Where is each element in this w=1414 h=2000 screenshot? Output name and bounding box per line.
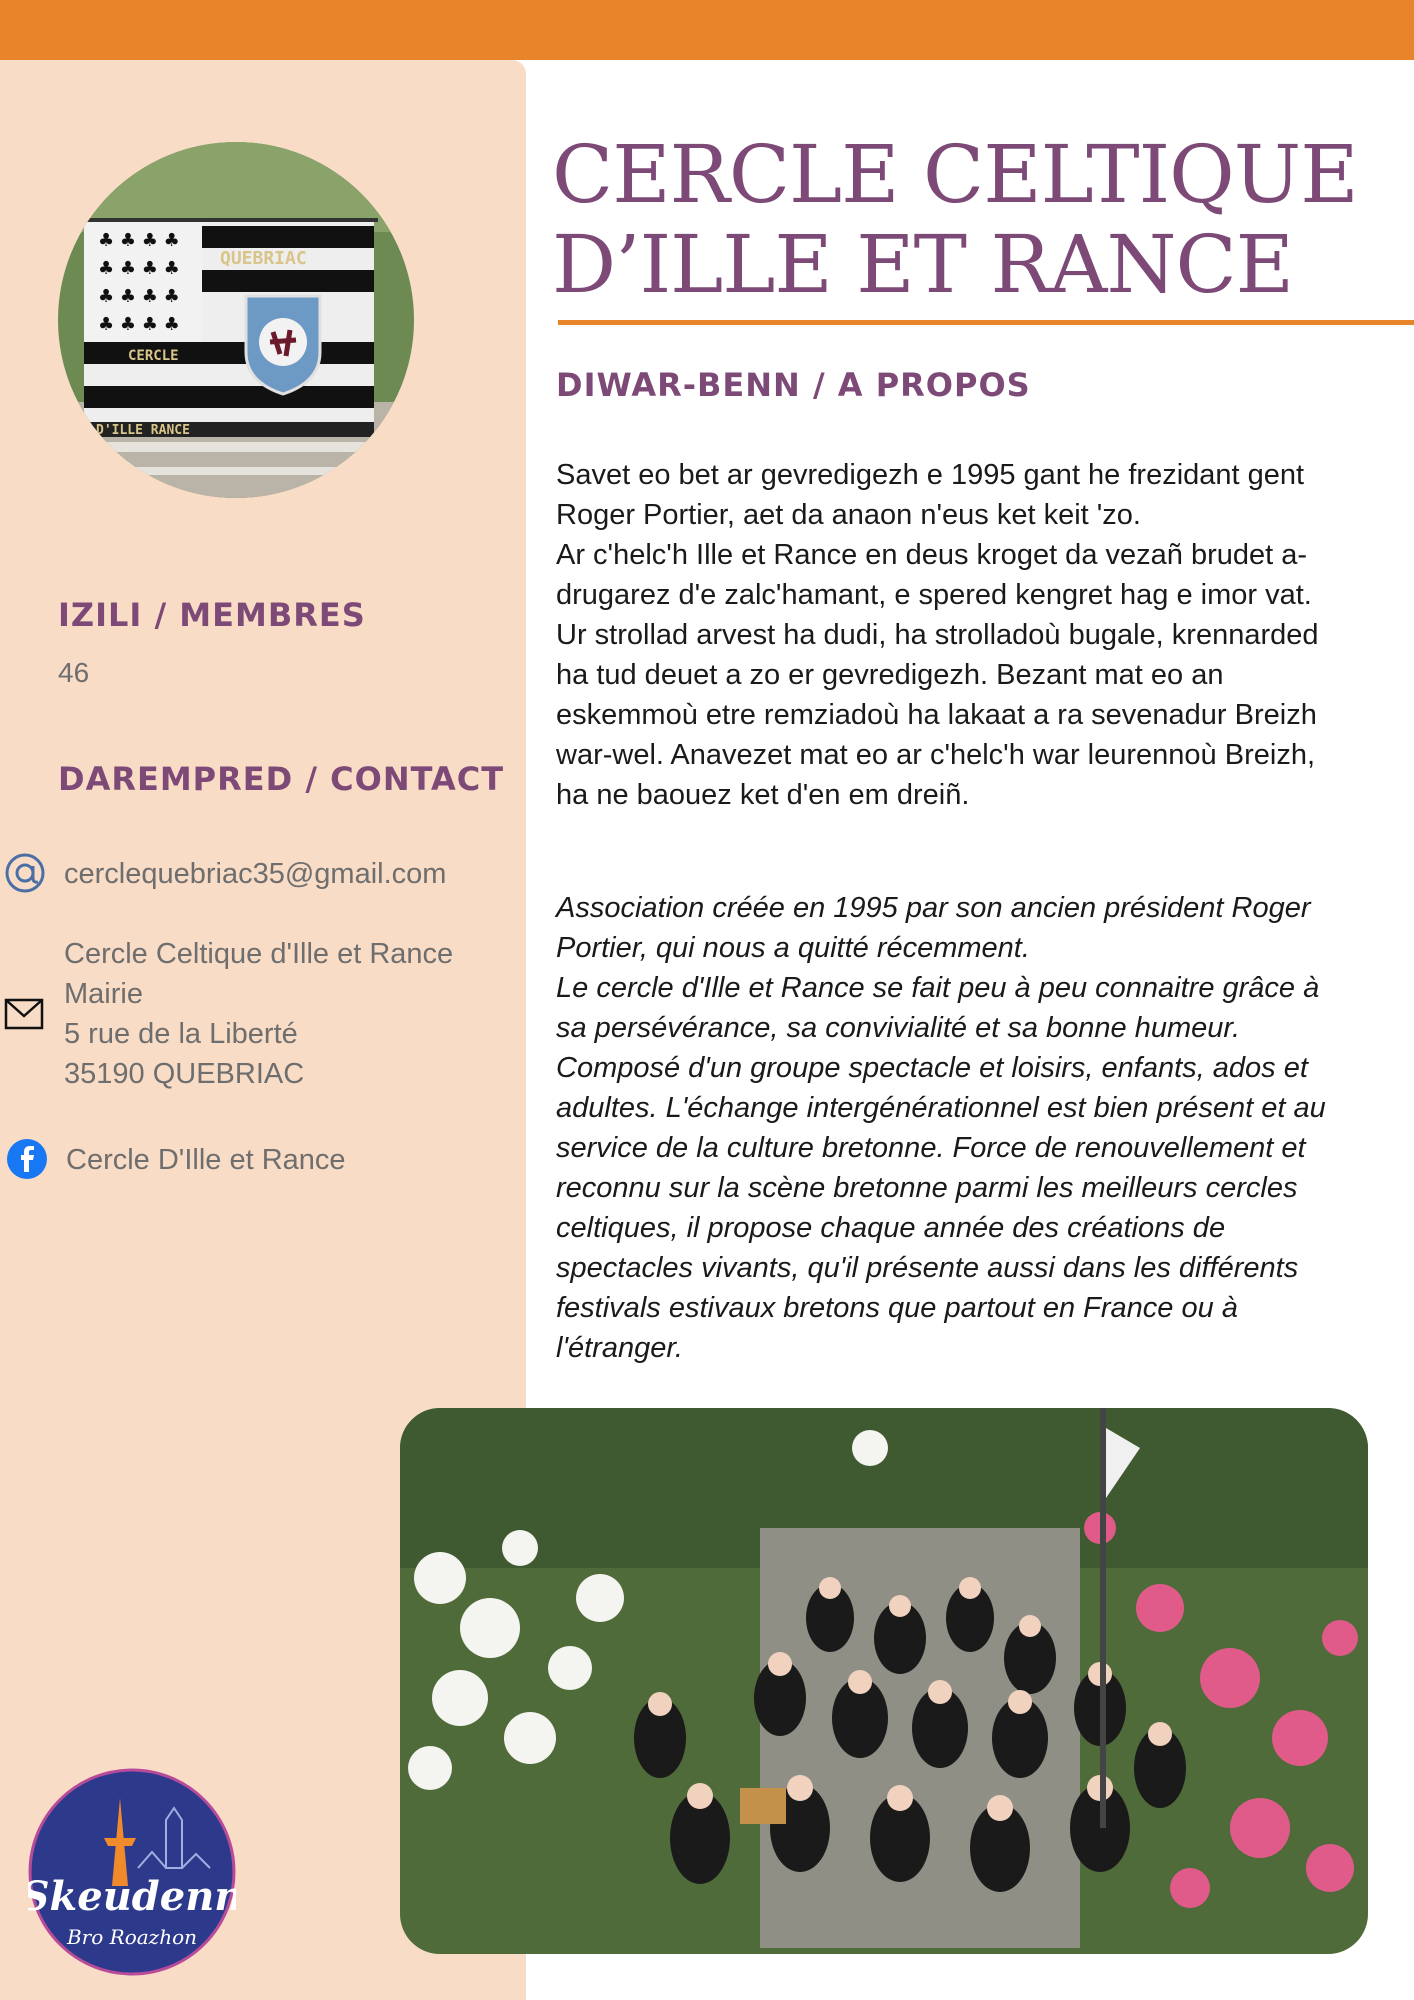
page-title [552,130,1358,310]
breton-line: ha ne baouez ket d'en em dreiñ. [556,779,970,811]
french-line: Association créée en 1995 par son ancien président Roger [556,892,1311,924]
french-line: festivals estivaux bretons que partout en France ou à [556,1292,1238,1324]
french-line: spectacles vivants, qu'il présente aussi dans les différents [556,1252,1299,1284]
french-paragraph [556,888,1366,1368]
about-heading: DIWAR-BENN / A PROPOS [556,366,1031,404]
flag-mid-label: CERCLE [128,348,179,364]
members-count: 46 [58,657,90,688]
facebook-row[interactable] [0,1136,520,1184]
breton-paragraph [556,455,1366,815]
logo-subtitle: Bro Roazhon [66,1925,198,1949]
breton-line: Ur strollad arvest ha dudi, ha strolladoù bugale, krennarded [556,619,1319,651]
group-photo [400,1408,1368,1954]
french-line: Portier, qui nous a quitté récemment. [556,932,1030,964]
french-line: service de la culture bretonne. Force de renouvellement et [556,1132,1306,1164]
skeudenn-logo [28,1768,236,1976]
french-line: reconnu sur la scène bretonne parmi les meilleurs cercles [556,1172,1298,1204]
flag-bottom-label: D'ILLE RANCE [96,423,190,438]
french-line: adultes. L'échange intergénérationnel est bien présent et au [556,1092,1326,1124]
facebook-icon [6,1138,48,1180]
breton-line: eskemmoù etre remziadoù ha lakaat a ra sevenadur Breizh [556,699,1317,731]
address-line-1: Cercle Celtique d'Ille et Rance [64,938,454,970]
contact-heading: DAREMPRED / CONTACT [58,760,505,798]
french-line: l'étranger. [556,1332,683,1364]
members-heading: IZILI / MEMBRES [58,596,366,634]
email-row[interactable] [0,850,520,898]
breton-line: Roger Portier, aet da anaon n'eus ket keit 'zo. [556,499,1141,531]
address-line-2: Mairie [64,978,143,1010]
french-line: celtiques, il propose chaque année des créations de [556,1212,1226,1244]
breton-line: Savet eo bet ar gevredigezh e 1995 gant he frezidant gent [556,459,1305,491]
flag-photo [58,142,414,498]
facebook-link[interactable]: Cercle D'Ille et Rance [66,1144,346,1176]
title-line-2: D’ILLE ET RANCE [552,218,1294,311]
breton-line: ha tud deuet a zo er gevredigezh. Bezant mat eo an [556,659,1224,691]
flag-top-label: QUEBRIAC [220,248,307,269]
address-line-4: 35190 QUEBRIAC [64,1058,305,1090]
top-accent-band [0,0,1414,60]
svg-text:♣ ♣ ♣ ♣: ♣ ♣ ♣ ♣ [98,314,180,335]
address-block [0,934,520,1104]
email-link[interactable]: cerclequebriac35@gmail.com [64,858,447,890]
svg-text:♣ ♣ ♣ ♣: ♣ ♣ ♣ ♣ [98,230,180,251]
logo-name: Skeudenn [28,1873,236,1920]
at-sign-icon [4,852,46,894]
svg-text:♣ ♣ ♣ ♣: ♣ ♣ ♣ ♣ [98,286,180,307]
breton-line: war-wel. Anavezet mat eo ar c'helc'h war leurennoù Breizh, [556,739,1315,771]
french-line: Composé d'un groupe spectacle et loisirs, enfants, ados et [556,1052,1308,1084]
breton-line: drugarez d'e zalc'hamant, e spered kengret hag e imor vat. [556,579,1312,611]
title-line-1: CERCLE CELTIQUE [552,128,1358,221]
address-line-3: 5 rue de la Liberté [64,1018,298,1050]
breton-line: Ar c'helc'h Ille et Rance en deus kroget da vezañ brudet a- [556,539,1308,571]
svg-text:♣ ♣ ♣ ♣: ♣ ♣ ♣ ♣ [98,258,180,279]
french-line: Le cercle d'Ille et Rance se fait peu à peu connaitre grâce à [556,972,1320,1004]
envelope-icon [4,998,44,1030]
title-divider [558,320,1414,325]
french-line: sa persévérance, sa convivialité et sa bonne humeur. [556,1012,1241,1044]
